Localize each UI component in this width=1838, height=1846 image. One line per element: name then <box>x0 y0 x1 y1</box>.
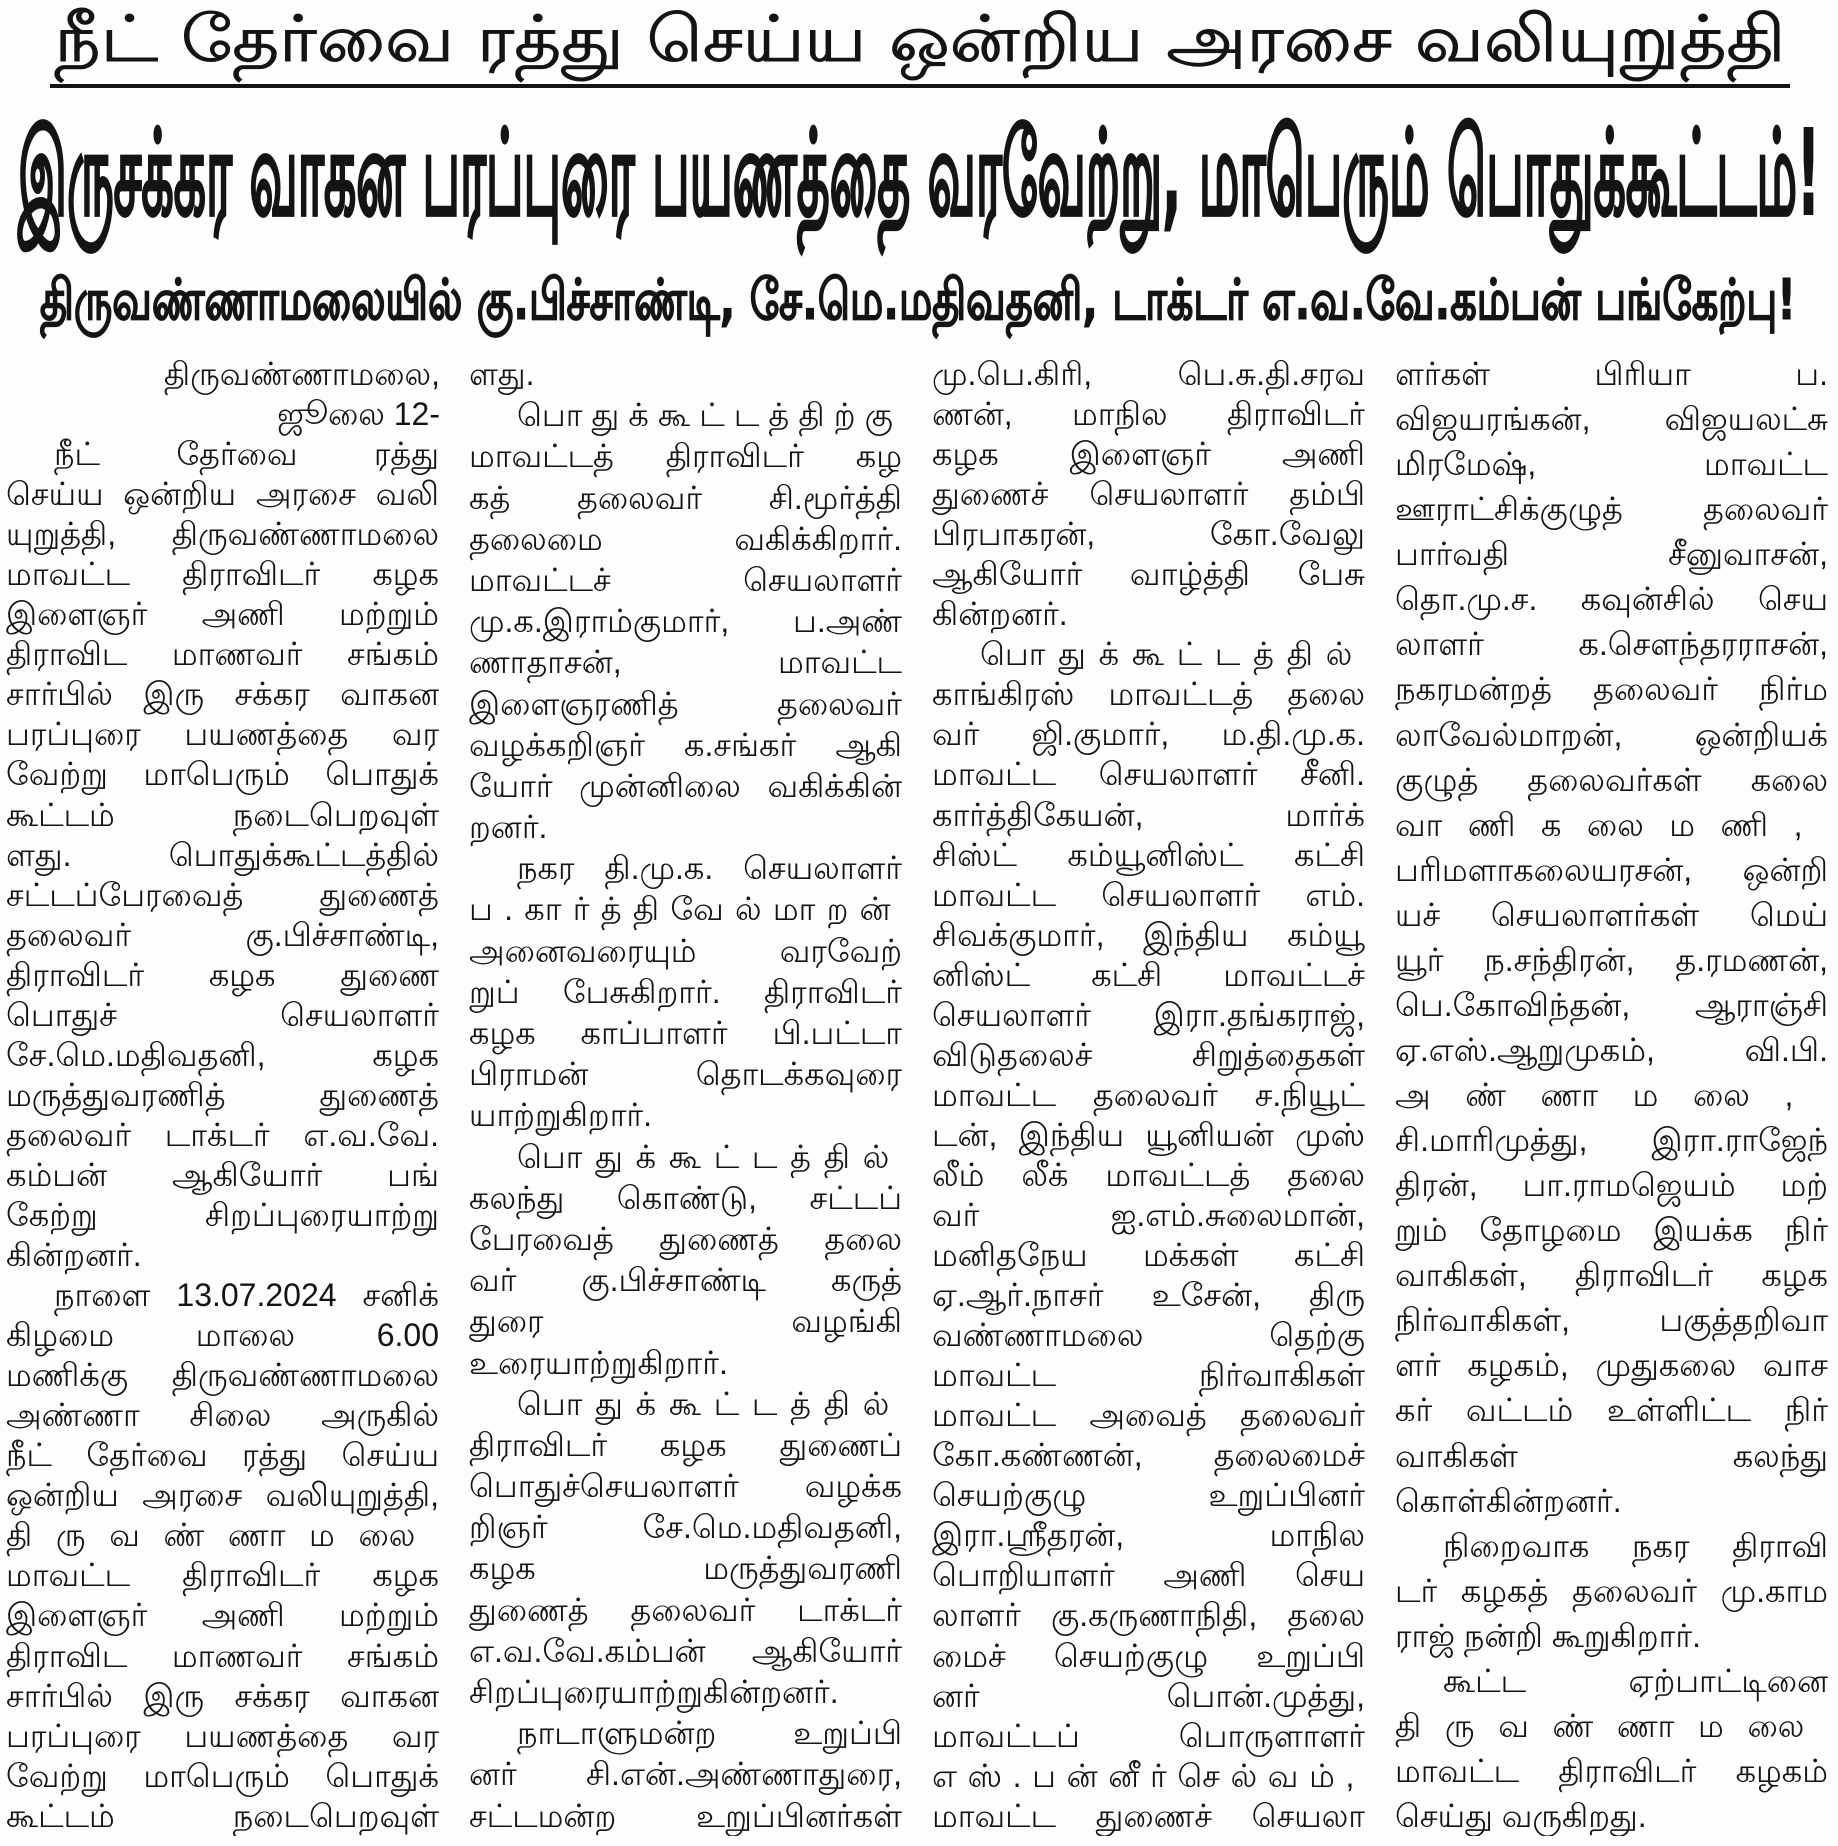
article-column-3 <box>932 354 1366 1836</box>
article-line-text: யுறுத்தி, திருவண்ணாமலை <box>6 516 439 553</box>
article-line-text: மாவட்டத் திராவிடர் கழ <box>469 438 902 475</box>
article-line <box>1395 1030 1829 1070</box>
article-line <box>1395 669 1829 709</box>
article-line-text: திருவண்ணாமலை <box>6 1517 439 1554</box>
article-line <box>1395 579 1829 619</box>
article-line <box>469 1466 903 1506</box>
article-line <box>932 354 1366 394</box>
article-line-text: பொதுச்செயலாளர் வழக்க <box>469 1468 902 1505</box>
article-line <box>932 634 1366 674</box>
article-line-text: தலைவர் டாக்டர் எ.வ.வே. <box>6 1116 439 1153</box>
article-line <box>6 1595 440 1635</box>
article-line <box>932 754 1366 794</box>
article-line-text: பார்வதி சீனுவாசன், <box>1395 536 1828 573</box>
article-line-text: மருத்துவரணித் துணைத் <box>6 1076 439 1113</box>
article-line <box>1395 715 1829 755</box>
article-line <box>6 835 440 875</box>
article-line <box>932 1515 1366 1555</box>
article-line <box>6 1796 440 1836</box>
article-line-text: கேற்று சிறப்புரையாற்று <box>6 1196 439 1233</box>
article-line <box>469 1054 903 1094</box>
article-line <box>1395 985 1829 1025</box>
dateline <box>6 354 440 394</box>
article-line-text: திராவிட மாணவர் சங்கம் <box>6 636 439 673</box>
article-line-text: ஏ.எஸ்.ஆறுமுகம், வி.பி. <box>1395 1031 1828 1068</box>
article-line <box>469 1137 903 1177</box>
article-line-text: எ.வ.வே.கம்பன் ஆகியோர் <box>469 1632 902 1669</box>
article-line-text: சே.மெ.மதிவதனி, கழக <box>6 1036 439 1073</box>
article-line-text: திரன், பா.ராமஜெயம் மற் <box>1395 1167 1828 1204</box>
article-line-text: னிஸ்ட் கட்சி மாவட்டச் <box>932 956 1365 993</box>
article-line <box>6 1636 440 1676</box>
article-line <box>1395 1436 1829 1476</box>
article-line <box>1395 895 1829 935</box>
article-line-text: னர் சி.என்.அண்ணாதுரை, <box>469 1756 902 1793</box>
article-line <box>932 1355 1366 1395</box>
article-line-text: வண்ணாமலை தெற்கு <box>932 1317 1365 1354</box>
article-line-text: அண்ணாமலை, <box>1395 1077 1828 1113</box>
article-line-text: ளது. பொதுக்கூட்டத்தில் <box>6 836 439 873</box>
article-line-text: வழக்கறிஞர் க.சங்கர் ஆகி <box>469 726 902 763</box>
article-line-text: பொதுக்கூட்டத்தில் <box>517 1138 902 1175</box>
article-line <box>932 714 1366 754</box>
article-line-text: சட்டப்பேரவைத் துணைத் <box>6 876 439 913</box>
article-line-text: கூட்ட ஏற்பாட்டினை <box>1443 1662 1828 1699</box>
article-line-text: கின்றனர். <box>6 1237 142 1274</box>
article-line <box>932 1555 1366 1595</box>
article-line <box>469 766 903 806</box>
article-line <box>6 1515 440 1555</box>
article-line <box>469 1178 903 1218</box>
article-line-text: செயலாளர் இரா.தங்கராஜ், <box>932 996 1365 1033</box>
article-line <box>932 1155 1366 1195</box>
article-line <box>932 835 1366 875</box>
article-line <box>469 1095 903 1135</box>
article-line <box>1395 1571 1829 1611</box>
article-line-text: கர் வட்டம் உள்ளிட்ட நிர் <box>1395 1392 1828 1429</box>
article-line <box>6 554 440 594</box>
article-line <box>932 674 1366 714</box>
article-line <box>6 514 440 554</box>
article-line <box>932 1595 1366 1635</box>
article-line-text: கார்த்திகேயன், மார்க் <box>932 796 1365 833</box>
article-line-text: குழுத் தலைவர்கள் கலை <box>1395 761 1828 798</box>
article-line <box>1395 1210 1829 1250</box>
article-line-text: செய்ய ஒன்றிய அரசை வலி <box>6 476 439 513</box>
article-line-text: நீட் தேர்வை ரத்து செய்ய <box>6 1437 439 1474</box>
article-line-text: சிவக்குமார், இந்திய கம்யூ <box>932 916 1365 953</box>
headline-text: இருசக்கர வாகன பரப்புரை பயணத்தை வரவேற்று, மாபெரும் பொதுக்கூட்டம்! <box>18 104 1820 242</box>
article-line-text: துணைத் தலைவர் டாக்டர் <box>469 1591 902 1628</box>
article-line <box>469 601 903 641</box>
article-line <box>6 1315 440 1355</box>
article-column-1 <box>6 354 440 1836</box>
article-line-text: மு.பெ.கிரி, பெ.சு.தி.சரவ <box>932 356 1365 392</box>
article-line-text: பெ.கோவிந்தன், ஆராஞ்சி <box>1395 986 1828 1023</box>
article-column-4 <box>1395 354 1829 1836</box>
article-line <box>1395 1390 1829 1430</box>
kicker-text: நீட் தேர்வை ரத்து செய்ய ஒன்றிய அரசை வலியுறுத்தி <box>53 4 1785 77</box>
article-line <box>932 1235 1366 1275</box>
article-line <box>1395 1165 1829 1205</box>
article-line-text: மாவட்ட திராவிடர் கழக <box>6 556 439 593</box>
article-line-text: சார்பில் இரு சக்கர வாகன <box>6 1677 439 1714</box>
article-line-text: விடுதலைச் சிறுத்தைகள் <box>932 1036 1365 1073</box>
article-line <box>6 594 440 634</box>
article-line <box>932 795 1366 835</box>
article-line <box>469 395 903 435</box>
article-line <box>6 634 440 674</box>
article-line-text: மாவட்ட செயலாளர் சீனி. <box>932 756 1365 793</box>
article-line <box>469 725 903 765</box>
article-line-text: மு.க.இராம்குமார், ப.அண் <box>469 603 902 640</box>
article-line-text: ளது. <box>469 356 535 392</box>
article-line <box>469 1343 903 1383</box>
article-line-text: கொள்கின்றனர். <box>1395 1482 1622 1519</box>
article-line <box>6 434 440 474</box>
article-line-text: பொதுக்கூட்டத்தில் <box>980 636 1365 673</box>
article-line <box>469 889 903 929</box>
article-line-text: லாளர் க.சௌந்தரராசன், <box>1395 626 1828 663</box>
article-line-text: மாவட்ட துணைச் செயலா <box>932 1797 1365 1834</box>
article-line-text: கழக மருத்துவரணி <box>469 1550 902 1587</box>
article-line-text: இளைஞர் அணி மற்றும் <box>6 596 439 633</box>
article-line-text: திராவிடர் கழக துணை <box>6 956 439 993</box>
article-line-text: திருவண்ணாமலை <box>1395 1707 1828 1744</box>
article-line <box>932 394 1366 434</box>
article-line-text: பொதுக்கூட்டத்திற்கு <box>517 397 902 434</box>
article-line-text: றனர். <box>469 809 548 846</box>
article-line-text: ளர் கழகம், முதுகலை வாச <box>1395 1347 1828 1384</box>
article-line-text: கின்றனர். <box>932 596 1068 633</box>
article-line-text: செயற்குழு உறுப்பினர் <box>932 1477 1365 1514</box>
article-line-text: இளைஞரணித் தலைவர் <box>469 685 902 722</box>
article-line-text: நகரமன்றத் தலைவர் நிர்ம <box>1395 671 1828 708</box>
article-line <box>1395 1661 1829 1701</box>
article-line <box>1395 805 1829 845</box>
article-line-text: யச் செயலாளர்கள் மெய் <box>1395 896 1828 933</box>
article-line <box>932 1796 1366 1836</box>
article-line-text: டர் கழகத் தலைவர் மு.காம <box>1395 1572 1828 1609</box>
article-line-text: மாவட்ட தலைவர் ச.நியூட் <box>932 1076 1365 1113</box>
article-line-text: யோர் முன்னிலை வகிக்கின் <box>469 767 902 804</box>
article-line <box>469 1672 903 1712</box>
article-line-text: லாவேல்மாறன், ஒன்றியக் <box>1395 716 1828 753</box>
article-line <box>1395 354 1829 394</box>
article-line <box>932 554 1366 594</box>
article-line-text: வேற்று மாபெரும் பொதுக் <box>6 1757 439 1794</box>
article-line <box>469 807 903 847</box>
article-line-text: கழக இளைஞர் அணி <box>932 436 1365 473</box>
article-line <box>469 642 903 682</box>
article-line-text: திராவிடர் கழக துணைப் <box>469 1426 902 1463</box>
article-line-text: லீம் லீக் மாவட்டத் தலை <box>932 1156 1365 1193</box>
article-line <box>6 1355 440 1395</box>
article-line-text: தலைமை வகிக்கிறார். <box>469 520 902 557</box>
article-line <box>6 754 440 794</box>
dateline-date: ஜூலை 12- <box>277 396 440 433</box>
article-line <box>469 931 903 971</box>
article-line-text: மாவட்ட திராவிடர் கழகம் <box>1395 1752 1828 1789</box>
subheadline <box>38 266 1798 342</box>
article-line <box>932 995 1366 1035</box>
article-line-text: மிரமேஷ், மாவட்ட <box>1395 446 1828 483</box>
article-line-text: சட்டமன்ற உறுப்பினர்கள் <box>469 1797 902 1834</box>
article-line-text: எஸ்.பன்னீர்செல்வம், <box>932 1757 1365 1794</box>
article-line <box>932 915 1366 955</box>
article-line-text: துரை வழங்கி <box>469 1303 902 1340</box>
article-line <box>1395 1255 1829 1295</box>
article-line <box>1395 624 1829 664</box>
article-line-text: செய்து வருகிறது. <box>1395 1798 1647 1834</box>
article-line <box>469 848 903 888</box>
article-column-2 <box>469 354 903 1836</box>
article-line <box>6 1235 440 1275</box>
article-line-text: நிர்வாகிகள், பகுத்தறிவா <box>1395 1302 1828 1339</box>
article-line-text: வாகிகள் கலந்து <box>1395 1437 1828 1474</box>
article-line <box>469 560 903 600</box>
article-line-text: மனிதநேய மக்கள் கட்சி <box>932 1237 1365 1274</box>
article-line-text: வர் ஐ.எம்.சுலைமான், <box>932 1196 1365 1233</box>
kicker-headline <box>52 4 1787 84</box>
article-line <box>469 972 903 1012</box>
article-line <box>1395 1481 1829 1521</box>
article-line-text: அனைவரையும் வரவேற் <box>469 932 902 969</box>
article-line-text: துணைச் செயலாளர் தம்பி <box>932 476 1365 513</box>
article-line-text: மாவட்ட அவைத் தலைவர் <box>932 1397 1365 1434</box>
article-line <box>469 1590 903 1630</box>
article-line <box>6 1475 440 1515</box>
article-line-text: ஊராட்சிக்குழுத் தலைவர் <box>1395 491 1828 528</box>
article-line-text: பேரவைத் துணைத் தலை <box>469 1220 902 1257</box>
article-line <box>6 1155 440 1195</box>
article-line <box>6 875 440 915</box>
article-line-text: ப.கார்த்திவேல்மாறன் <box>469 891 902 928</box>
article-line <box>469 1013 903 1053</box>
article-line <box>469 1754 903 1794</box>
article-line <box>6 1676 440 1716</box>
article-line-text: நகர தி.மு.க. செயலாளர் <box>517 850 902 887</box>
article-line <box>932 474 1366 514</box>
article-line-text: ணாதாசன், மாவட்ட <box>469 644 902 681</box>
article-line <box>469 354 903 394</box>
article-line <box>469 1219 903 1259</box>
article-line <box>932 1035 1366 1075</box>
article-line <box>469 1631 903 1671</box>
article-line <box>6 795 440 835</box>
article-line <box>6 1756 440 1796</box>
article-line-text: பொறியாளர் அணி செய <box>932 1557 1365 1594</box>
article-line-text: மைச் செயற்குழு உறுப்பி <box>932 1637 1365 1674</box>
article-line-text: லாளர் கு.கருணாநிதி, தலை <box>932 1597 1365 1634</box>
article-line <box>932 1195 1366 1235</box>
article-line <box>932 1075 1366 1115</box>
article-line <box>6 1035 440 1075</box>
article-line <box>6 955 440 995</box>
article-line <box>469 436 903 476</box>
article-line-text: வர் ஜி.குமார், ம.தி.மு.க. <box>932 716 1365 753</box>
article-line-text: மணிக்கு திருவண்ணாமலை <box>6 1357 439 1394</box>
article-line <box>6 1435 440 1475</box>
article-line <box>6 915 440 955</box>
article-line-text: பரப்புரை பயணத்தை வர <box>6 1717 439 1754</box>
article-line <box>469 1384 903 1424</box>
article-line <box>6 1716 440 1756</box>
article-line <box>469 519 903 559</box>
article-line-text: விஜயரங்கன், விஜயலட்சு <box>1395 401 1828 438</box>
article-line <box>932 1636 1366 1676</box>
article-line-text: கம்பன் ஆகியோர் பங் <box>6 1156 439 1193</box>
article-line <box>932 1435 1366 1475</box>
article-line-text: அண்ணா சிலை அருகில் <box>6 1397 439 1434</box>
article-line-text: கலந்து கொண்டு, சட்டப் <box>469 1179 902 1216</box>
article-line-text: மாவட்டச் செயலாளர் <box>469 561 902 598</box>
article-line <box>469 1548 903 1588</box>
article-line-text: இளைஞர் அணி மற்றும் <box>6 1597 439 1634</box>
article-line <box>6 674 440 714</box>
article-line-text: தலைவர் கு.பிச்சாண்டி, <box>6 916 439 953</box>
article-line-text: சார்பில் இரு சக்கர வாகன <box>6 676 439 713</box>
article-line <box>1395 1345 1829 1385</box>
article-line-text: வாணிகலைமணி, <box>1395 806 1828 843</box>
article-line-text: மாவட்ட நிர்வாகிகள் <box>932 1357 1365 1394</box>
article-line-text: நிறைவாக நகர திராவி <box>1443 1527 1828 1564</box>
article-line-text: கத் தலைவர் சி.மூர்த்தி <box>469 479 902 516</box>
subheadline-text: திருவண்ணாமலையில் கு.பிச்சாண்டி, சே.மெ.மதிவதனி, டாக்டர் எ.வ.வே.கம்பன் பங்கேற்பு! <box>39 268 1796 333</box>
article-line <box>1395 1706 1829 1746</box>
dateline-place: திருவண்ணாமலை, <box>163 356 440 392</box>
article-line-text: பொதுச் செயலாளர் <box>6 996 439 1033</box>
article-line <box>6 474 440 514</box>
article-line-text: இரா.ஸ்ரீதரன், மாநில <box>932 1517 1365 1554</box>
article-line <box>1395 850 1829 890</box>
article-line <box>932 1395 1366 1435</box>
article-line-text: டன், இந்திய யூனியன் முஸ் <box>932 1116 1365 1153</box>
article-line-text: ஒன்றிய அரசை வலியுறுத்தி, <box>6 1477 439 1514</box>
article-line <box>6 1275 440 1315</box>
article-line-text: மாவட்டப் பொருளாளர் <box>932 1717 1365 1754</box>
article-line-text: திராவிட மாணவர் சங்கம் <box>6 1637 439 1674</box>
article-line-text: ஏ.ஆர்.நாசர் உசேன், திரு <box>932 1277 1365 1314</box>
article-line <box>932 514 1366 554</box>
article-line <box>1395 1075 1829 1115</box>
article-line <box>1395 534 1829 574</box>
headline <box>16 102 1822 260</box>
article-line <box>932 434 1366 474</box>
article-line-text: பரிமளாகலையரசன், ஒன்றி <box>1395 851 1828 888</box>
article-line <box>469 1713 903 1753</box>
article-line <box>932 1315 1366 1355</box>
article-line <box>469 684 903 724</box>
article-line-text: கோ.கண்ணன், தலைமைச் <box>932 1437 1365 1474</box>
article-line-text: நாடாளுமன்ற உறுப்பி <box>517 1715 902 1752</box>
article-line <box>1395 399 1829 439</box>
article-line <box>932 955 1366 995</box>
article-line-text: யாற்றுகிறார். <box>469 1097 653 1134</box>
article-line <box>932 1676 1366 1716</box>
article-line-text: மாவட்ட திராவிடர் கழக <box>6 1557 439 1594</box>
article-line <box>6 714 440 754</box>
article-line-text: ஆகியோர் வாழ்த்தி பேசு <box>932 556 1365 593</box>
article-line <box>469 1425 903 1465</box>
article-line <box>932 594 1366 634</box>
article-line <box>1395 1526 1829 1566</box>
article-line-text: சி.மாரிமுத்து, இரா.ராஜேந் <box>1395 1122 1828 1159</box>
article-line-text: கூட்டம் நடைபெறவுள் <box>6 1797 439 1834</box>
article-line <box>6 1555 440 1595</box>
article-line <box>469 1796 903 1836</box>
article-line-text: கூட்டம் நடைபெறவுள் <box>6 796 439 833</box>
article-line <box>469 478 903 518</box>
article-line <box>1395 1751 1829 1791</box>
dateline <box>6 394 440 434</box>
article-line-text: கிழமை மாலை 6.00 <box>6 1317 439 1354</box>
article-line-text: காங்கிரஸ் மாவட்டத் தலை <box>932 676 1365 713</box>
article-line-text: றுப் பேசுகிறார். திராவிடர் <box>469 973 902 1010</box>
article-line <box>932 875 1366 915</box>
kicker-underline <box>50 84 1790 88</box>
article-line <box>6 995 440 1035</box>
article-line <box>932 1716 1366 1756</box>
article-line-text: சிஸ்ட் கம்யூனிஸ்ட் கட்சி <box>932 836 1365 873</box>
article-line-text: தொ.மு.ச. கவுன்சில் செய <box>1395 581 1828 618</box>
article-line <box>1395 489 1829 529</box>
article-line-text: ராஜ் நன்றி கூறுகிறார். <box>1395 1617 1701 1654</box>
article-line-text: கழக காப்பாளர் பி.பட்டா <box>469 1015 902 1051</box>
article-line-text: சிறப்புரையாற்றுகின்றனர். <box>469 1674 839 1710</box>
article-line-text: வர் கு.பிச்சாண்டி கருத் <box>469 1262 902 1299</box>
article-line <box>469 1301 903 1341</box>
article-line <box>1395 1120 1829 1160</box>
article-line-text: பிரபாகரன், கோ.வேலு <box>932 516 1365 553</box>
article-line-text: உரையாற்றுகிறார். <box>469 1344 728 1381</box>
article-line <box>932 1115 1366 1155</box>
article-line <box>932 1756 1366 1796</box>
article-line <box>1395 1796 1829 1836</box>
article-line <box>469 1507 903 1547</box>
article-line <box>469 1260 903 1300</box>
article-line-text: மாவட்ட செயலாளர் எம். <box>932 876 1365 913</box>
article-line-text: பொதுக்கூட்டத்தில் <box>517 1385 902 1422</box>
article-line <box>932 1475 1366 1515</box>
article-line <box>1395 444 1829 484</box>
article-line-text: யூர் ந.சந்திரன், த.ரமணன், <box>1395 941 1828 978</box>
article-line-text: நீட் தேர்வை ரத்து <box>54 436 439 473</box>
article-line-text: றிஞர் சே.மெ.மதிவதனி, <box>469 1509 902 1546</box>
article-line <box>6 1075 440 1115</box>
article-line-text: நாளை 13.07.2024 சனிக் <box>54 1277 439 1314</box>
article-line-text: றும் தோழமை இயக்க நிர் <box>1395 1212 1828 1249</box>
article-line-text: னர் பொன்.முத்து, <box>932 1677 1365 1714</box>
article-line <box>1395 1616 1829 1656</box>
article-line <box>1395 940 1829 980</box>
article-line <box>6 1115 440 1155</box>
article-line-text: ணன், மாநில திராவிடர் <box>932 396 1365 433</box>
article-line <box>932 1275 1366 1315</box>
article-line-text: வாகிகள், திராவிடர் கழக <box>1395 1257 1828 1294</box>
article-line-text: பிராமன் தொடக்கவுரை <box>469 1056 902 1093</box>
article-line-text: பரப்புரை பயணத்தை வர <box>6 716 439 753</box>
article-line <box>6 1395 440 1435</box>
article-line <box>1395 760 1829 800</box>
article-line <box>6 1195 440 1235</box>
article-line-text: ளர்கள் பிரியா ப. <box>1395 356 1828 392</box>
article-line-text: வேற்று மாபெரும் பொதுக் <box>6 756 439 793</box>
article-line <box>1395 1300 1829 1340</box>
